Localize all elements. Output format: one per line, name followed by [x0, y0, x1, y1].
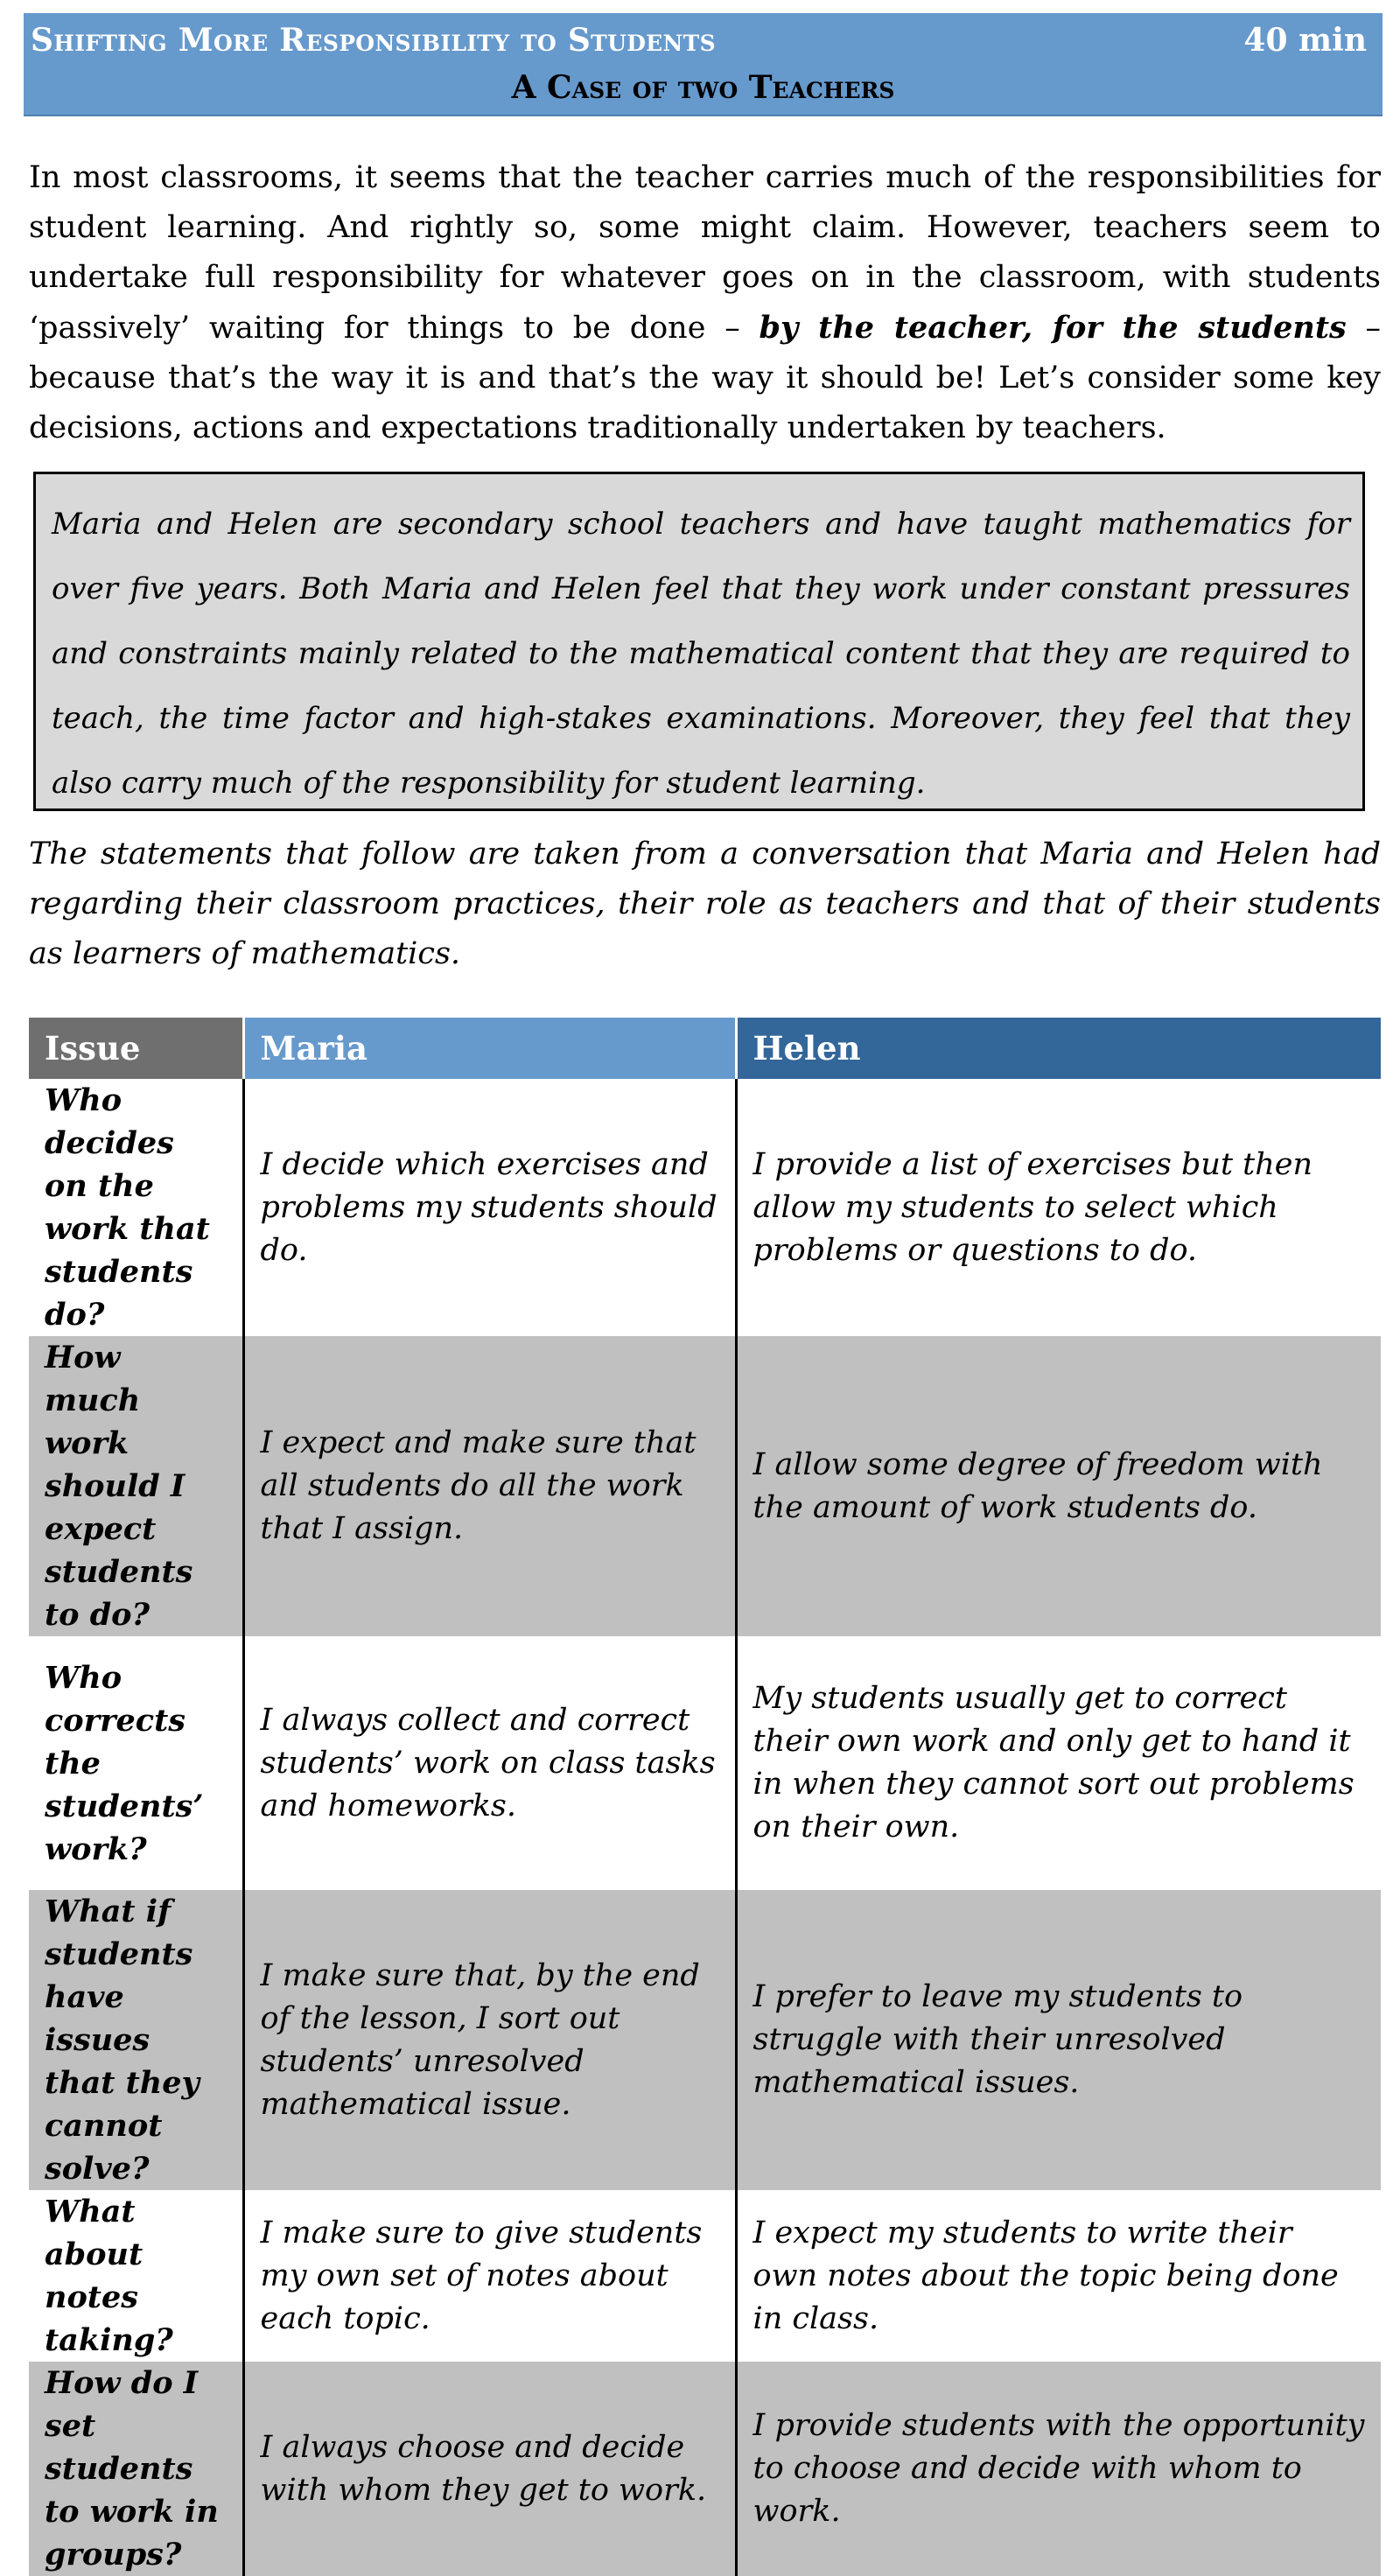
statements-intro: The statements that follow are taken from a conversation that Maria and Helen had regarding their classroom practices, their role as teachers and that of their students as learners of mathematics.	[29, 836, 1381, 971]
table-row	[29, 1890, 1381, 2190]
issue-cell: How do I set students to work in groups?	[29, 2362, 243, 2576]
issue-cell: How much work should I expect students to do?	[29, 1336, 243, 1636]
table-row	[29, 2362, 1381, 2576]
maria-cell: I make sure to give students my own set of notes about each topic.	[243, 2190, 736, 2362]
column-header-issue: Issue	[29, 1018, 243, 1079]
issue-cell: Who decides on the work that students do?	[29, 1079, 243, 1336]
activity-subtitle: A Case of two Teachers	[511, 69, 895, 106]
activity-duration: 40 min	[1243, 22, 1367, 59]
issue-cell: Who corrects the students’ work?	[29, 1636, 243, 1890]
activity-title: Shifting More Responsibility to Students	[31, 22, 716, 59]
case-description-box	[33, 472, 1365, 811]
table-row	[29, 1636, 1381, 1890]
helen-cell: I expect my students to write their own notes about the topic being done in class.	[736, 2190, 1381, 2362]
case-description-text: Maria and Helen are secondary school teachers and have taught mathematics for over five years. Both Maria and Helen feel that they work under constant pressures and constraints mainly related to the mathematical content that they are required to teach, the time factor and high-stakes examinations. Moreover, they feel that they also carry much of the responsibility for student learning.	[52, 507, 1350, 801]
maria-cell: I decide which exercises and problems my students should do.	[243, 1079, 736, 1336]
table-row	[29, 2190, 1381, 2362]
column-header-helen: Helen	[736, 1018, 1381, 1079]
table-row	[29, 1079, 1381, 1336]
maria-cell: I always choose and decide with whom they get to work.	[243, 2362, 736, 2576]
maria-cell: I make sure that, by the end of the lesson, I sort out students’ unresolved mathematical issue.	[243, 1890, 736, 2190]
helen-cell: I provide a list of exercises but then allow my students to select which problems or questions to do.	[736, 1079, 1381, 1336]
intro-text-start: In most classrooms, it seems that the teacher carries much of the responsibilities for student learning. And rightly so, some might claim. However, teachers seem to undertake full responsibility for whatever goes on in the classroom, with students ‘passively’ waiting for things to be done –	[29, 160, 1381, 346]
table-row	[29, 1336, 1381, 1636]
intro-emphasis: by the teacher, for the students	[759, 310, 1347, 346]
helen-cell: I allow some degree of freedom with the amount of work students do.	[736, 1336, 1381, 1636]
page-header	[24, 13, 1382, 116]
issues-comparison-table	[29, 1018, 1381, 2576]
maria-cell: I always collect and correct students’ work on class tasks and homeworks.	[243, 1636, 736, 1890]
intro-paragraph	[29, 153, 1381, 453]
maria-cell: I expect and make sure that all students do all the work that I assign.	[243, 1336, 736, 1636]
helen-cell: My students usually get to correct their own work and only get to hand it in when they cannot sort out problems on their own.	[736, 1636, 1381, 1890]
helen-cell: I provide students with the opportunity to choose and decide with whom to work.	[736, 2362, 1381, 2576]
table-header-row	[29, 1018, 1381, 1079]
issue-cell: What about notes taking?	[29, 2190, 243, 2362]
helen-cell: I prefer to leave my students to struggle with their unresolved mathematical issues.	[736, 1890, 1381, 2190]
column-header-maria: Maria	[243, 1018, 736, 1079]
intro-text-end: – because that’s the way it is and that’s the way it should be! Let’s consider some key decisions, actions and expectations traditionally undertaken by teachers.	[29, 311, 1381, 445]
issue-cell: What if students have issues that they cannot solve?	[29, 1890, 243, 2190]
